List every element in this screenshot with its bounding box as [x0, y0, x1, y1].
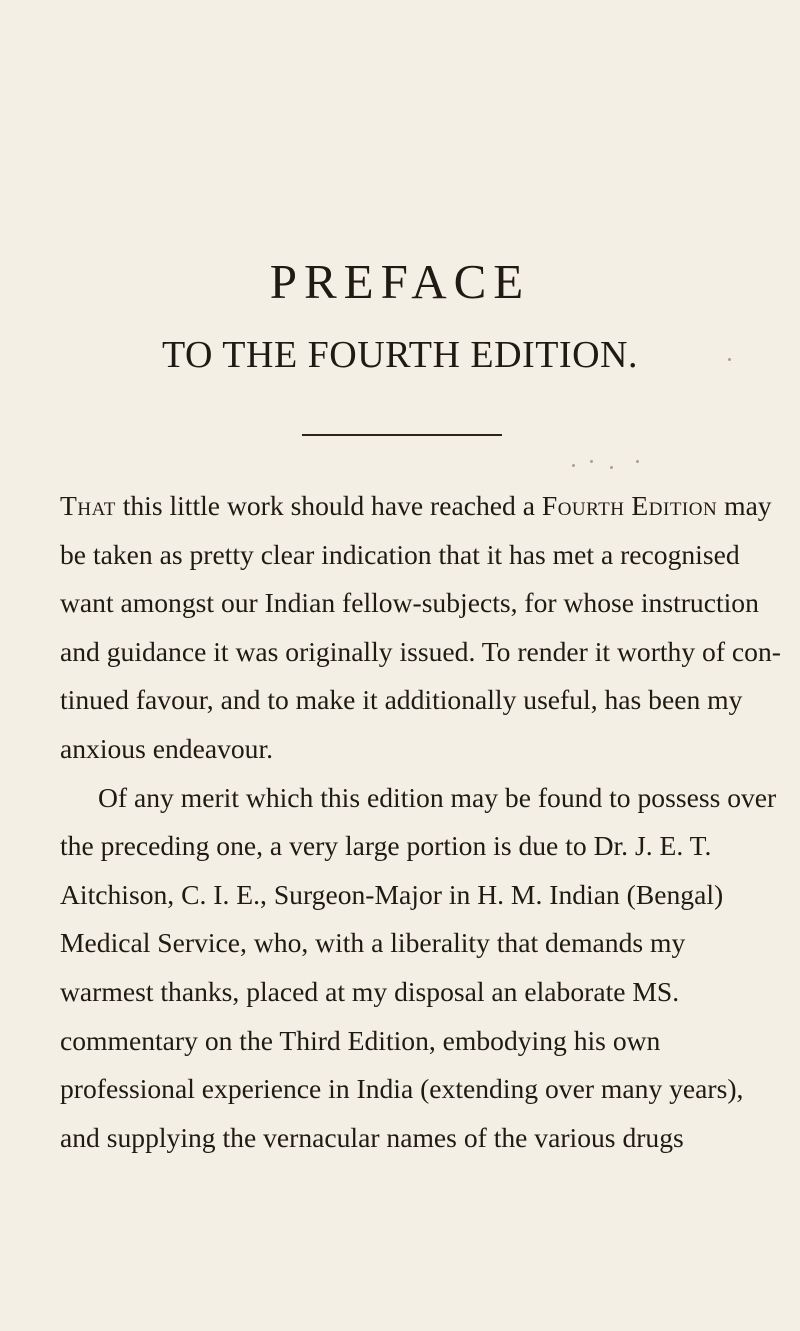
ink-speck — [728, 358, 731, 361]
page-subtitle: TO THE FOURTH EDITION. — [162, 334, 638, 376]
ink-speck — [590, 460, 593, 463]
paragraph-1 — [60, 482, 782, 774]
page-title: PREFACE — [269, 254, 531, 309]
lead-word: That — [60, 490, 116, 521]
ink-speck — [636, 460, 639, 463]
paragraph-1-text-a: this little work should have reached a — [115, 490, 542, 521]
paragraph-2: Of any merit which this edition may be found to possess over the preceding one, a very large portion is due to Dr. J. E. T. Aitchison, C. I. E., Surgeon-Major in H. M. Indian (Bengal) Medical Service, who, with a liberality that demands my warmest thanks, placed at my disposal an elaborate MS. commentary on the Third Edition, embodying his own professional experience in India (extending over many years), and supplying the vernacular names of the various drugs — [60, 781, 777, 1153]
divider-rule — [302, 434, 502, 436]
paragraph-1-text-b: may be taken as pretty clear indication that it has met a recognised want amongst our Indian fellow-subjects, for whose instruction and guidance it was originally issued. To render it worthy of con-tinued favour, and to make it additionally useful, has been my anxious endeavour. — [60, 490, 781, 764]
preface-body — [60, 482, 782, 1162]
ink-speck — [610, 466, 613, 469]
small-caps-edition: Edition — [631, 490, 718, 521]
small-caps-fourth: Fourth — [541, 490, 625, 521]
ink-speck — [572, 464, 575, 467]
